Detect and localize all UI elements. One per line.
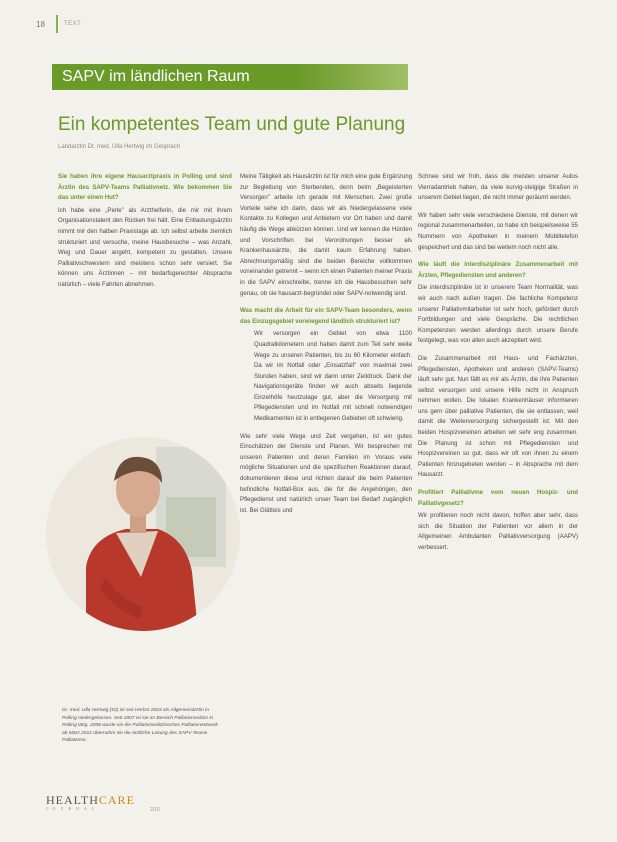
publication-logo [46,793,135,811]
paragraph: Schnee sind wir froh, dass die meisten unserer Autos Vierradantrieb haben, da viele kurvig-steigige Straßen in unserem Gebiet liegen, die nicht immer geräumt werden. [418,173,578,202]
portrait-photo [46,437,240,631]
page-number: 18 [36,20,45,29]
topic-banner [52,64,408,90]
article-byline: Landarztin Dr. med. Ulla Hertwig im Gesprach [58,144,181,150]
question: Sie haben ihre eigene Hausarztpraxis in Polling und sind Ärztin des SAPV-Teams Palliativnetz. Wie bekommen Sie das unter einen Hut? [58,173,232,202]
header-divider [56,15,58,33]
text-column-2 [240,172,412,523]
logo-subtitle: JOURNAL [46,806,100,811]
paragraph: Wie sehr viele Wege und Zeit vergehen, ist ein gutes Einschätzen der Dienste und Planen. Wir besprechen mit unseren Patienten und deren Familien im Voraus viele mögliche Situationen und die spezifischen Reaktionen darauf, dokumentieren diese und richten darauf die beim Patienten befindliche Notfall-Box aus, die für die Angehörigen, den Pflegedienst und natürlich unser Team bei Bedarf zugänglich ist. Bei Glätteis und [240,432,412,514]
banner-gradient [298,64,408,90]
paragraph: Wir versorgen ein Gebiet von etwa 1100 Quadratkilometern und haben damit zum Teil sehr weite Wege zu unseren Patienten, bis zu 60 Kilometer einfach. Da wir im Notfall oder „Einsatzfall" von maximal zwei Stunden haben, sind wir dann unter Zeitdruck. Dank der Navigationsgeräte finden wir auch abseits liegende Einzelhöfe heutzutage gut, aber die Versorgung mit Pflegediensten und im Notfall mit schnell notwendigen Medikamenten ist in entlegenen Gebieten oft schwierig. [254,330,412,423]
article-headline: Ein kompetentes Team und gute Planung [58,114,406,135]
logo-part-2: CARE [98,793,135,807]
paragraph: Die interdisziplinäre ist in unserem Team Normalität, was wir auch nach außen tragen. Die fachliche Kompetenz unserer Palliativmitarbeiter ist sehr hoch, gefördert durch Fortbildungen und viele Gespräche. Die rechtlichen Kompetenzen werden allerdings durch unsere Berufe festgelegt, was von allen auch akzeptiert wird. [418,284,578,345]
text-column-3 [418,172,578,561]
question: Was macht die Arbeit für ein SAPV-Team besonders, wenn das Einzugsgebiet vorwiegend ländlich strukturiert ist? [240,307,412,325]
logo-part-1: HEALTH [46,793,99,807]
section-label: TEXT [64,21,82,27]
paragraph: Ich habe eine „Perle" als Arzthelferin, die mir mit ihrem Organisationstalent den Rücken frei hält. Eine Entlastungsärztin nimmt mir den halben Praxistage ab. Ich selbst arbeite ziemlich strukturiert und versuche, meine Hausbesuche – was Anzahl, Weg und Dauer angeht, kompetent zu gestalten. Unsere Palliativschwestern sind meistens schon sehr versiert. Sie können uns Ärztinnen – mit bedarfsgerechter Absprache natürlich – viele Fahrten abnehmen. [58,206,232,288]
text-column-1 [58,172,232,298]
paragraph: Die Zusammenarbeit mit Haus- und Fachärzten, Pflegediensten, Apotheken und anderen (SAPV-Teams) läuft sehr gut. Nun fällt es mir als Ärztin, die ihre Patienten selbst versorgen und unsere Hilfe nicht in Anspruch nehmen wollen. Die lokalen Krankenhäuser informieren uns gern über palliative Patienten, die sie entlassen, weil damit die Weiterversorgung sichergestellt ist. Mit den beiden Hospizvereinen arbeiten wir sehr eng zusammen. Die Planung ist schon mit Pflegediensten und Hospizvereinen so gut, dass wir oft von ihnen zu einem Patienten hinzugebeten werden – in Absprache mit dem Hausarzt. [418,354,578,479]
question: Profitiert Palliativme vom neuen Hospiz- und Palliativgesetz? [418,489,578,507]
banner-title: SAPV im ländlichen Raum [62,68,250,85]
issue-number: 2/16 [150,807,160,813]
photo-caption: Dr. med. Ulla Hertwig (52) ist seit Herbst 2003 als Allgemeinärztin in Polling niedergelassen. Seit 2007 ist sie im Bereich Palliativmedizin in Polling tätig. 2008 wurde sie die Palliativmedizinisches Palliativnetzwerk ab März 2012 übernahm sie die ärztliche Leitung des SAPV-Teams Palliativme. [62,708,218,744]
paragraph: Meine Tätigkeit als Hausärztin ist für mich eine gute Ergänzung zur Begleitung von Sterbenden, denn beim „Begeisterten Versorgen" arbeite ich gerade mit Menschen. Zwei große Vorteile sehe ich darin, dass wir als Niedergelassene viele Kontakte zu Kollegen und Anbietern vor Ort haben und damit häufig die Wege abkürzen können. Und wir kennen die Hürden und Vorschriften bei Verordnungen besser als Krankenhausärzte, die damit kaum Erfahrung haben. Abrechnungsmäßig sind die beiden Bereiche vollkommen voneinander getrennt – wenn ich einen Patienten meiner Praxis in die SAPV einschreibe, trenne ich die Hausbesuchen sehr genau, ob sie hausarzt-begründet oder SAPV-notwendig sind. [240,173,412,297]
paragraph: Wir profitieren noch nicht davon, hoffen aber sehr, dass sich die Situation der Patienten vor allem in der Allgemeinen Ambulanten Palliativversorgung (AAPV) verbessert. [418,512,578,551]
question: Wie läuft die interdisziplinäre Zusammenarbeit mit Ärzten, Pflegediensten und anderen? [418,261,578,279]
paragraph: Wir haben sehr viele verschiedene Dienste, mit denen wir regional zusammenarbeiten, so habe ich beispielsweise 55 Nummern von Apotheken in meinem Mobiltelefon gespeichert und das sind bei weitem noch nicht alle. [418,211,578,251]
